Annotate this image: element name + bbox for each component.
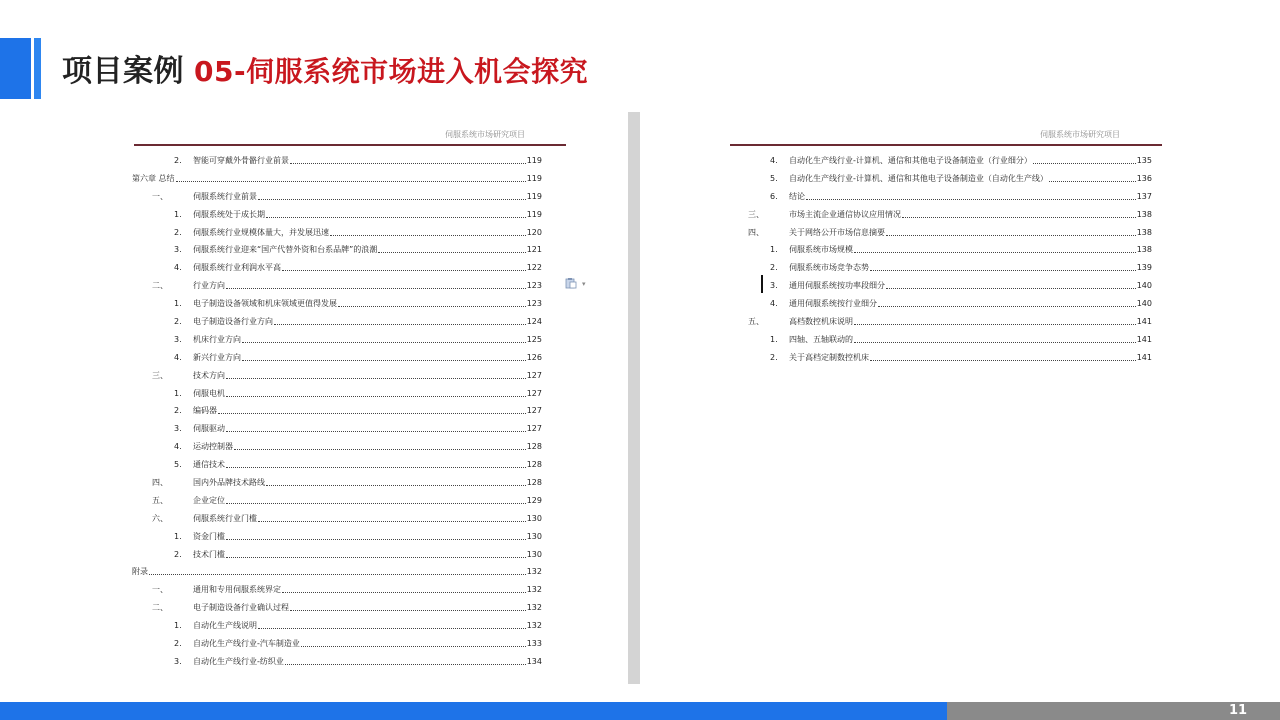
toc-entry-title: 伺服电机 — [193, 388, 225, 398]
toc-entry-title: 行业方向 — [193, 281, 225, 291]
toc-entry-number: 二、 — [152, 603, 168, 613]
toc-list-left — [132, 152, 542, 671]
toc-entry-title: 电子制造设备领域和机床领域更值得发展 — [193, 299, 337, 309]
toc-entry[interactable] — [132, 528, 542, 546]
toc-entry-page: 140 — [1136, 281, 1152, 291]
toc-entry-title: 自动化生产线说明 — [193, 621, 257, 631]
toc-leader-dots — [226, 367, 526, 379]
toc-entry-number: 3. — [174, 245, 182, 255]
toc-entry-page: 132 — [526, 567, 542, 577]
toc-entry-number: 2. — [174, 156, 182, 165]
toc-entry-title: 伺服系统行业门槛 — [193, 513, 257, 523]
toc-entry-page: 122 — [526, 263, 542, 273]
toc-leader-dots — [218, 402, 526, 414]
toc-entry-page: 125 — [526, 334, 542, 344]
toc-entry-page: 119 — [526, 173, 542, 183]
toc-entry[interactable] — [132, 224, 542, 242]
toc-entry-number: 3. — [174, 334, 182, 344]
toc-entry-page: 138 — [1136, 209, 1152, 219]
toc-entry[interactable] — [132, 653, 542, 671]
toc-entry[interactable] — [132, 420, 542, 438]
toc-entry-number: 一、 — [152, 585, 168, 595]
toc-entry-page: 136 — [1136, 173, 1152, 183]
toc-entry-title: 电子制造设备行业方向 — [193, 317, 273, 327]
toc-entry-number: 1. — [174, 621, 182, 631]
toc-entry[interactable] — [728, 241, 1152, 259]
toc-entry-title: 关于网络公开市场信息摘要 — [789, 227, 885, 237]
toc-entry-page: 141 — [1136, 317, 1152, 327]
toc-leader-dots — [902, 206, 1136, 218]
toc-entry-title: 高档数控机床说明 — [789, 317, 853, 327]
toc-entry-title: 国内外品牌技术路线 — [193, 478, 265, 488]
toc-entry-number: 四、 — [152, 478, 168, 488]
toc-leader-dots — [1049, 170, 1136, 182]
toc-entry-number: 2. — [174, 227, 182, 237]
toc-leader-dots — [258, 617, 526, 629]
toc-leader-dots — [282, 259, 526, 271]
toc-leader-dots — [258, 188, 526, 200]
toc-entry-number: 六、 — [152, 513, 168, 523]
toc-leader-dots — [242, 331, 526, 343]
toc-entry[interactable] — [132, 241, 542, 259]
toc-entry-title: 伺服驱动 — [193, 424, 225, 434]
toc-entry-title: 伺服系统行业规模体量大，并发展迅速 — [193, 227, 329, 237]
toc-entry-page: 123 — [526, 281, 542, 291]
toc-entry-title: 四轴、五轴联动的 — [789, 334, 853, 344]
toc-entry-title: 结论 — [789, 191, 805, 201]
toc-entry-page: 128 — [526, 442, 542, 452]
toc-leader-dots — [886, 277, 1136, 289]
toc-entry-title: 自动化生产线行业-计算机、通信和其他电子设备制造业（行业细分） — [789, 156, 1032, 165]
toc-leader-dots — [242, 349, 526, 361]
toc-leader-dots — [854, 241, 1136, 253]
toc-entry[interactable] — [132, 635, 542, 653]
toc-entry[interactable] — [132, 492, 542, 510]
toc-entry-number: 二、 — [152, 281, 168, 291]
toc-entry-title: 智能可穿戴外骨骼行业前景 — [193, 156, 289, 165]
toc-entry[interactable] — [132, 188, 542, 206]
text-cursor — [761, 275, 763, 293]
toc-entry-page: 130 — [526, 531, 542, 541]
toc-entry-number: 1. — [770, 245, 778, 255]
toc-entry-page: 123 — [526, 299, 542, 309]
toc-entry[interactable] — [728, 277, 1152, 295]
toc-entry-page: 140 — [1136, 299, 1152, 309]
toc-entry-title: 附录 — [132, 567, 148, 577]
toc-entry[interactable] — [728, 224, 1152, 242]
toc-leader-dots — [226, 456, 526, 468]
toc-entry-page: 119 — [526, 191, 542, 201]
toc-leader-dots — [1033, 152, 1136, 164]
toc-entry[interactable] — [728, 331, 1152, 349]
toc-entry-title: 自动化生产线行业-纺织业 — [193, 656, 284, 666]
header-rule — [134, 144, 566, 146]
toc-leader-dots — [886, 224, 1136, 236]
slide-number: 11 — [1228, 703, 1248, 718]
toc-entry[interactable] — [132, 617, 542, 635]
toc-entry-page: 124 — [526, 317, 542, 327]
toc-entry-number: 三、 — [748, 209, 764, 219]
toc-leader-dots — [854, 331, 1136, 343]
toc-entry-number: 四、 — [748, 227, 764, 237]
toc-leader-dots — [378, 241, 525, 253]
toc-leader-dots — [282, 581, 526, 593]
toc-entry-page: 127 — [526, 424, 542, 434]
toc-entry-page: 120 — [526, 227, 542, 237]
toc-leader-dots — [301, 635, 526, 647]
toc-entry-number: 1. — [770, 334, 778, 344]
toc-entry-number: 1. — [174, 531, 182, 541]
toc-entry-title: 编码器 — [193, 406, 217, 416]
toc-leader-dots — [234, 438, 526, 450]
paste-options-icon[interactable] — [565, 277, 577, 289]
toc-entry-title: 自动化生产线行业-计算机、通信和其他电子设备制造业（自动化生产线） — [789, 173, 1048, 183]
toc-entry-title: 伺服系统行业利润水平高 — [193, 263, 281, 273]
toc-entry-number: 4. — [174, 442, 182, 452]
toc-leader-dots — [226, 277, 526, 289]
toc-entry-number: 2. — [770, 352, 778, 362]
toc-entry[interactable] — [728, 188, 1152, 206]
toc-leader-dots — [258, 510, 526, 522]
toc-entry[interactable] — [132, 206, 542, 224]
toc-entry-title: 伺服系统行业前景 — [193, 191, 257, 201]
toc-entry-number: 2. — [174, 639, 182, 649]
chevron-down-icon[interactable]: ▾ — [582, 280, 586, 288]
toc-entry-page: 132 — [526, 621, 542, 631]
toc-entry[interactable] — [728, 152, 1152, 170]
doc-page-left — [112, 112, 628, 684]
toc-list-right — [728, 152, 1152, 367]
toc-entry-page: 132 — [526, 585, 542, 595]
toc-entry[interactable] — [132, 599, 542, 617]
toc-entry-page: 127 — [526, 406, 542, 416]
toc-entry-number: 1. — [174, 388, 182, 398]
toc-entry[interactable] — [132, 456, 542, 474]
toc-entry[interactable] — [728, 295, 1152, 313]
slide-title — [62, 50, 588, 94]
toc-entry-title: 自动化生产线行业-汽车制造业 — [193, 639, 300, 649]
toc-entry[interactable] — [132, 563, 542, 581]
toc-entry[interactable] — [132, 295, 542, 313]
toc-leader-dots — [226, 492, 526, 504]
toc-entry[interactable] — [132, 402, 542, 420]
slide-title-sub: 05-伺服系统市场进入机会探究 — [194, 55, 589, 88]
toc-entry-title: 技术方向 — [193, 370, 225, 380]
toc-entry-page: 141 — [1136, 334, 1152, 344]
toc-entry[interactable] — [728, 206, 1152, 224]
toc-entry-page: 126 — [526, 352, 542, 362]
toc-entry[interactable] — [132, 438, 542, 456]
toc-entry-page: 119 — [526, 209, 542, 219]
toc-leader-dots — [176, 170, 526, 182]
title-accent-bar-thin — [34, 38, 41, 99]
toc-entry-number: 5. — [770, 173, 778, 183]
toc-entry-title: 运动控制器 — [193, 442, 233, 452]
toc-entry-page: 134 — [526, 656, 542, 666]
toc-entry-number: 三、 — [152, 370, 168, 380]
toc-entry[interactable] — [728, 259, 1152, 277]
toc-entry-page: 128 — [526, 460, 542, 470]
toc-leader-dots — [149, 563, 526, 575]
toc-leader-dots — [870, 349, 1136, 361]
toc-entry[interactable] — [132, 546, 542, 564]
toc-leader-dots — [806, 188, 1136, 200]
toc-leader-dots — [854, 313, 1136, 325]
toc-entry-page: 130 — [526, 513, 542, 523]
toc-leader-dots — [274, 313, 526, 325]
toc-entry-number: 五、 — [152, 495, 168, 505]
toc-leader-dots — [226, 546, 526, 558]
footer-bar-blue — [0, 702, 947, 720]
running-head: 伺服系统市场研究项目 — [1040, 130, 1120, 139]
toc-entry[interactable] — [132, 313, 542, 331]
toc-entry-title: 伺服系统行业迎来“国产代替外资和台系品牌”的浪潮 — [193, 245, 378, 255]
toc-entry-page: 130 — [526, 549, 542, 559]
toc-leader-dots — [870, 259, 1136, 271]
document-screenshot — [112, 112, 1172, 684]
title-accent-bar — [0, 38, 31, 99]
toc-entry[interactable] — [728, 170, 1152, 188]
toc-entry-title: 通信技术 — [193, 460, 225, 470]
toc-entry-number: 一、 — [152, 191, 168, 201]
toc-entry[interactable] — [132, 474, 542, 492]
running-head: 伺服系统市场研究项目 — [445, 130, 525, 139]
toc-leader-dots — [878, 295, 1136, 307]
toc-entry[interactable] — [132, 259, 542, 277]
toc-entry-page: 127 — [526, 370, 542, 380]
toc-entry-number: 1. — [174, 299, 182, 309]
toc-leader-dots — [285, 653, 526, 665]
toc-entry-number: 5. — [174, 460, 182, 470]
toc-entry-title: 关于高档定制数控机床 — [789, 352, 869, 362]
toc-leader-dots — [330, 224, 526, 236]
header-rule — [730, 144, 1162, 146]
toc-entry[interactable] — [728, 313, 1152, 331]
toc-entry[interactable] — [132, 367, 542, 385]
toc-entry-title: 通用伺服系统按功率段细分 — [789, 281, 885, 291]
toc-entry-title: 伺服系统处于成长期 — [193, 209, 265, 219]
toc-entry-title: 新兴行业方向 — [193, 352, 241, 362]
toc-entry-title: 伺服系统市场规模 — [789, 245, 853, 255]
toc-entry[interactable] — [132, 170, 542, 188]
toc-entry-number: 2. — [174, 549, 182, 559]
toc-entry-title: 通用伺服系统按行业细分 — [789, 299, 877, 309]
toc-entry-page: 141 — [1136, 352, 1152, 362]
toc-leader-dots — [266, 474, 526, 486]
page-gutter — [628, 112, 640, 684]
toc-entry-page: 132 — [526, 603, 542, 613]
toc-entry[interactable] — [728, 349, 1152, 367]
toc-entry-page: 128 — [526, 478, 542, 488]
toc-entry[interactable] — [132, 385, 542, 403]
toc-entry-number: 4. — [770, 156, 778, 165]
toc-entry-title: 第六章 总结 — [132, 173, 175, 183]
toc-entry-number: 4. — [174, 263, 182, 273]
toc-entry-number: 3. — [174, 656, 182, 666]
doc-page-right — [640, 112, 1172, 684]
toc-entry-page: 127 — [526, 388, 542, 398]
toc-entry-number: 1. — [174, 209, 182, 219]
toc-entry-title: 电子制造设备行业确认过程 — [193, 603, 289, 613]
toc-entry[interactable] — [132, 331, 542, 349]
toc-entry-title: 机床行业方向 — [193, 334, 241, 344]
toc-entry-page: 121 — [526, 245, 542, 255]
toc-entry-title: 企业定位 — [193, 495, 225, 505]
toc-entry-title: 通用和专用伺服系统界定 — [193, 585, 281, 595]
toc-entry-page: 135 — [1136, 156, 1152, 165]
toc-leader-dots — [226, 420, 526, 432]
toc-leader-dots — [226, 528, 526, 540]
toc-entry-number: 4. — [770, 299, 778, 309]
toc-entry-page: 137 — [1136, 191, 1152, 201]
toc-entry[interactable] — [132, 277, 542, 295]
toc-entry-page: 119 — [526, 156, 542, 165]
toc-entry-number: 3. — [770, 281, 778, 291]
toc-entry-page: 129 — [526, 495, 542, 505]
toc-entry-number: 3. — [174, 424, 182, 434]
toc-entry[interactable] — [132, 349, 542, 367]
toc-entry-page: 138 — [1136, 245, 1152, 255]
toc-leader-dots — [338, 295, 526, 307]
slide-title-main: 项目案例 — [62, 54, 184, 89]
toc-entry-number: 2. — [174, 406, 182, 416]
toc-entry-number: 2. — [770, 263, 778, 273]
toc-entry-number: 2. — [174, 317, 182, 327]
toc-entry[interactable] — [132, 152, 542, 170]
toc-entry-number: 4. — [174, 352, 182, 362]
toc-entry-page: 138 — [1136, 227, 1152, 237]
toc-entry-title: 伺服系统市场竞争态势 — [789, 263, 869, 273]
toc-leader-dots — [266, 206, 526, 218]
toc-leader-dots — [290, 599, 526, 611]
toc-entry-number: 五、 — [748, 317, 764, 327]
toc-entry-page: 139 — [1136, 263, 1152, 273]
toc-entry[interactable] — [132, 510, 542, 528]
toc-entry-page: 133 — [526, 639, 542, 649]
toc-entry-title: 市场主流企业通信协议应用情况 — [789, 209, 901, 219]
toc-leader-dots — [226, 385, 526, 397]
toc-leader-dots — [290, 152, 526, 164]
toc-entry-number: 6. — [770, 191, 778, 201]
toc-entry[interactable] — [132, 581, 542, 599]
toc-entry-title: 技术门槛 — [193, 549, 225, 559]
toc-entry-title: 资金门槛 — [193, 531, 225, 541]
